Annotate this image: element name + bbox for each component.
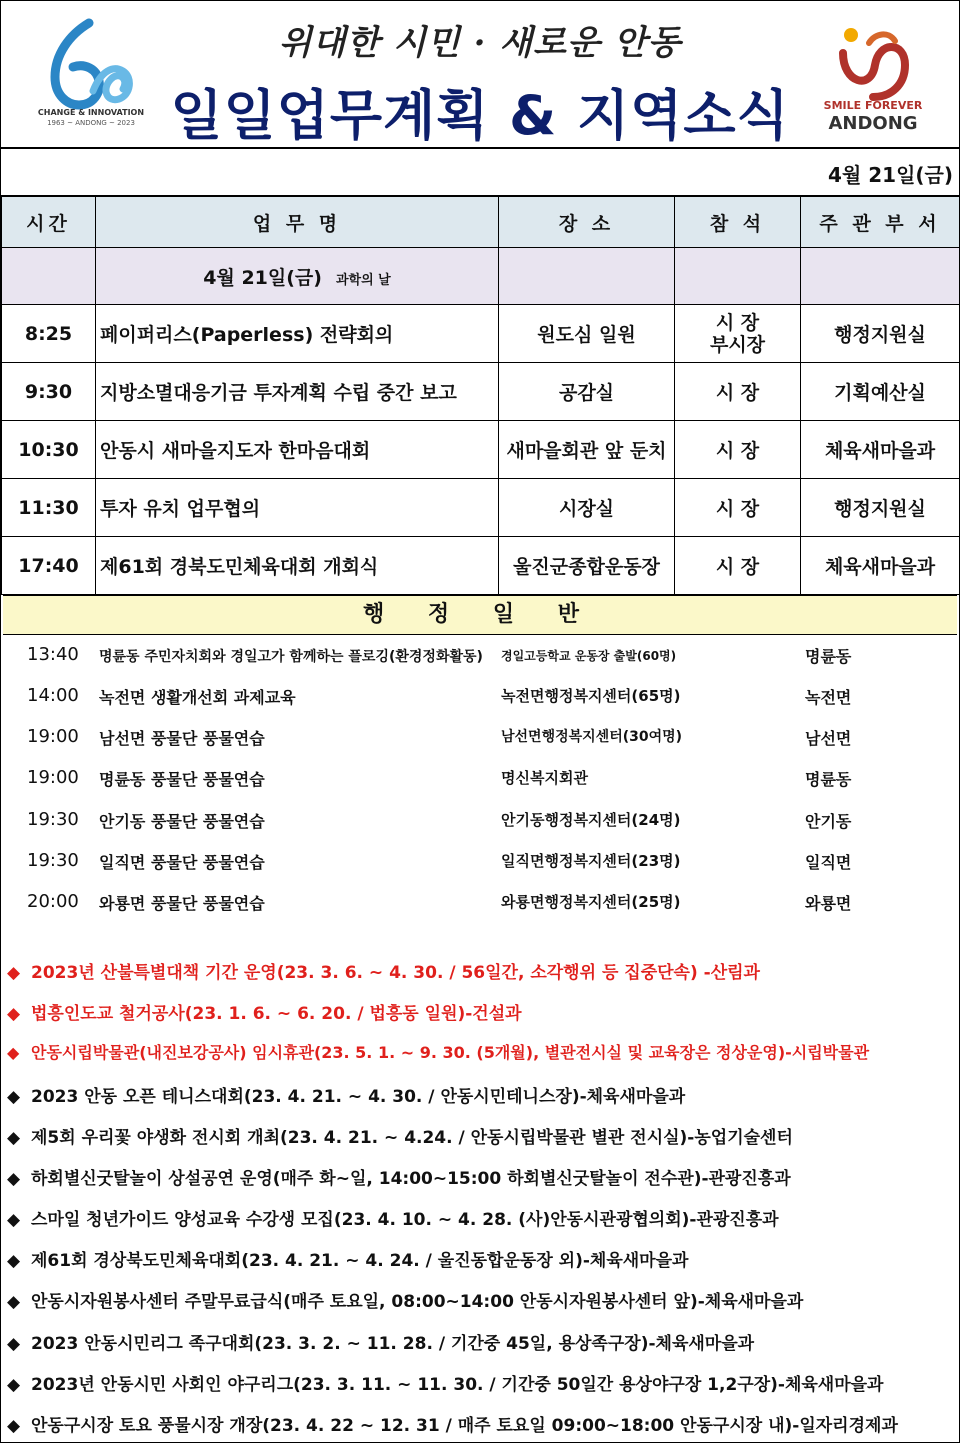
header-dept: 주 관 부 서 bbox=[801, 197, 960, 248]
notice-text: 안동시립박물관(내진보강공사) 임시휴관(23. 5. 1. ~ 9. 30. (5개월), 별관전시실 및 교육장은 정상운영)-시립박물관 bbox=[31, 1043, 870, 1062]
admin-place: 경일고등학교 운동장 출발(60명) bbox=[501, 649, 677, 663]
svg-text:CHANGE & INNOVATION: CHANGE & INNOVATION bbox=[37, 108, 145, 117]
admin-name: 와룡면 풍물단 풍물연습 bbox=[99, 894, 265, 913]
diamond-bullet-icon: ◆ bbox=[7, 1169, 21, 1189]
row-task: 지방소멸대응기금 투자계획 수립 중간 보고 bbox=[96, 363, 499, 421]
notice-item bbox=[7, 1329, 957, 1354]
slogan: 위대한 시민 · 새로운 안동 bbox=[278, 23, 682, 63]
svg-text:1963 ~ ANDONG ~ 2023: 1963 ~ ANDONG ~ 2023 bbox=[47, 119, 135, 127]
notice-item bbox=[7, 1123, 957, 1148]
notice-text: 제61회 경상북도민체육대회(23. 4. 21. ~ 4. 24. / 울진동합운동장 외)-체육새마을과 bbox=[31, 1251, 689, 1271]
diamond-bullet-icon: ◆ bbox=[7, 1087, 21, 1107]
row-place: 시장실 bbox=[499, 479, 675, 537]
admin-item bbox=[1, 726, 959, 756]
row-place: 원도심 일원 bbox=[499, 305, 675, 363]
row-time: 11:30 bbox=[2, 479, 96, 537]
notice-item bbox=[7, 1287, 957, 1312]
diamond-bullet-icon: ◆ bbox=[7, 1128, 21, 1148]
admin-time: 13:40 bbox=[27, 644, 79, 665]
day-note: 과학의 날 bbox=[335, 272, 391, 288]
admin-place: 녹전면행정복지센터(65명) bbox=[501, 687, 681, 705]
diamond-bullet-icon: ◆ bbox=[7, 1416, 21, 1436]
notice-item bbox=[7, 1246, 957, 1271]
schedule-table bbox=[1, 196, 960, 595]
notice-text: 안동시자원봉사센터 주말무료급식(매주 토요일, 08:00~14:00 안동시자원봉사센터 앞)-체육새마을과 bbox=[31, 1292, 804, 1312]
admin-place: 일직면행정복지센터(23명) bbox=[501, 852, 681, 870]
notice-item bbox=[7, 1370, 957, 1395]
admin-name: 녹전면 생활개선회 과제교육 bbox=[99, 688, 296, 707]
row-attend bbox=[675, 305, 801, 363]
notice-item bbox=[7, 1411, 957, 1436]
header-task: 업 무 명 bbox=[96, 197, 499, 248]
row-place: 새마을회관 앞 둔치 bbox=[499, 421, 675, 479]
row-attend: 시 장 bbox=[675, 479, 801, 537]
admin-name: 일직면 풍물단 풍물연습 bbox=[99, 853, 265, 872]
admin-dept: 일직면 bbox=[805, 853, 852, 872]
table-row bbox=[2, 363, 960, 421]
diamond-bullet-icon: ◆ bbox=[7, 1251, 21, 1271]
notice-text: 2023년 안동시민 사회인 야구리그(23. 3. 11. ~ 11. 30. / 기간중 50일간 용상야구장 1,2구장)-체육새마을과 bbox=[31, 1375, 884, 1395]
admin-dept: 녹전면 bbox=[805, 688, 852, 707]
admin-item bbox=[1, 767, 959, 797]
admin-time: 19:30 bbox=[27, 809, 79, 830]
notice-text: 2023 안동시민리그 족구대회(23. 3. 2. ~ 11. 28. / 기간중 45일, 용상족구장)-체육새마을과 bbox=[31, 1334, 755, 1354]
row-task: 투자 유치 업무협의 bbox=[96, 479, 499, 537]
notice-text: 법흥인도교 철거공사(23. 1. 6. ~ 6. 20. / 법흥동 일원)-건설과 bbox=[31, 1004, 522, 1024]
admin-dept: 남선면 bbox=[805, 729, 852, 748]
admin-time: 14:00 bbox=[27, 685, 79, 706]
header-time: 시간 bbox=[2, 197, 96, 248]
notice-item bbox=[7, 1082, 957, 1107]
svg-text:ANDONG: ANDONG bbox=[828, 113, 918, 134]
admin-item bbox=[1, 850, 959, 880]
notice-item bbox=[7, 1205, 957, 1230]
row-time: 10:30 bbox=[2, 421, 96, 479]
notice-text: 안동구시장 토요 풍물시장 개장(23. 4. 22 ~ 12. 31 / 매주 토요일 09:00~18:00 안동구시장 내)-일자리경제과 bbox=[31, 1416, 898, 1436]
admin-name: 남선면 풍물단 풍물연습 bbox=[99, 729, 265, 748]
row-dept: 체육새마을과 bbox=[801, 421, 960, 479]
notice-text: 스마일 청년가이드 양성교육 수강생 모집(23. 4. 10. ~ 4. 28. (사)안동시관광협의회)-관광진흥과 bbox=[31, 1210, 779, 1230]
row-attend: 시 장 bbox=[675, 537, 801, 595]
notice-text: 2023년 산불특별대책 기간 운영(23. 3. 6. ~ 4. 30. / 56일간, 소각행위 등 집중단속) -산림과 bbox=[31, 963, 760, 983]
row-place: 공감실 bbox=[499, 363, 675, 421]
day-row bbox=[2, 248, 960, 305]
row-place: 울진군종합운동장 bbox=[499, 537, 675, 595]
row-dept: 기획예산실 bbox=[801, 363, 960, 421]
row-dept: 행정지원실 bbox=[801, 479, 960, 537]
notice-text: 2023 안동 오픈 테니스대회(23. 4. 21. ~ 4. 30. / 안동시민테니스장)-체육새마을과 bbox=[31, 1087, 686, 1107]
admin-name: 안기동 풍물단 풍물연습 bbox=[99, 812, 265, 831]
admin-time: 19:00 bbox=[27, 767, 79, 788]
row-task: 제61회 경북도민체육대회 개회식 bbox=[96, 537, 499, 595]
diamond-bullet-icon: ◆ bbox=[7, 1043, 20, 1062]
diamond-bullet-icon: ◆ bbox=[7, 1292, 21, 1312]
admin-dept: 명륜동 bbox=[805, 770, 852, 789]
admin-item bbox=[1, 809, 959, 839]
row-time: 8:25 bbox=[2, 305, 96, 363]
diamond-bullet-icon: ◆ bbox=[7, 1210, 21, 1230]
table-row bbox=[2, 479, 960, 537]
diamond-bullet-icon: ◆ bbox=[7, 1004, 21, 1024]
report-date: 4월 21일(금) bbox=[828, 163, 953, 187]
admin-place: 명신복지회관 bbox=[501, 769, 588, 787]
diamond-bullet-icon: ◆ bbox=[7, 1375, 21, 1395]
notice-text: 하회별신굿탈놀이 상설공연 운영(매주 화~일, 14:00~15:00 하회별신굿탈놀이 전수관)-관광진흥과 bbox=[31, 1169, 791, 1189]
notice-text: 제5회 우리꽃 야생화 전시회 개최(23. 4. 21. ~ 4.24. / 안동시립박물관 별관 전시실)-농업기술센터 bbox=[31, 1128, 793, 1148]
admin-time: 19:30 bbox=[27, 850, 79, 871]
header-attend: 참 석 bbox=[675, 197, 801, 248]
day-date: 4월 21일(금) bbox=[203, 266, 322, 289]
admin-time: 20:00 bbox=[27, 891, 79, 912]
header-place: 장 소 bbox=[499, 197, 675, 248]
table-row bbox=[2, 537, 960, 595]
table-row bbox=[2, 305, 960, 363]
admin-place: 와룡면행정복지센터(25명) bbox=[501, 893, 681, 911]
row-time: 17:40 bbox=[2, 537, 96, 595]
row-attend: 시 장 bbox=[675, 421, 801, 479]
page-title: 일일업무계획 & 지역소식 bbox=[170, 84, 790, 147]
row-attend: 시 장 bbox=[675, 363, 801, 421]
smile-andong-logo bbox=[813, 13, 933, 137]
admin-section-title: 행 정 일 반 bbox=[3, 595, 957, 635]
notice-item bbox=[7, 958, 957, 983]
admin-name: 명륜동 풍물단 풍물연습 bbox=[99, 770, 265, 789]
notice-item bbox=[7, 1164, 957, 1189]
diamond-bullet-icon: ◆ bbox=[7, 963, 21, 983]
admin-dept: 안기동 bbox=[805, 812, 852, 831]
table-header-row bbox=[2, 197, 960, 248]
admin-dept: 와룡면 bbox=[805, 894, 852, 913]
admin-place: 남선면행정복지센터(30여명) bbox=[501, 729, 683, 745]
header bbox=[1, 1, 959, 149]
admin-dept: 명륜동 bbox=[805, 647, 852, 666]
row-task: 페이퍼리스(Paperless) 전략회의 bbox=[96, 305, 499, 363]
notice-item bbox=[7, 999, 957, 1024]
attend-2: 부시장 bbox=[709, 333, 766, 356]
admin-name: 명륜동 주민자치회와 경일고가 함께하는 플로깅(환경정화활동) bbox=[99, 649, 483, 665]
day-cell bbox=[96, 248, 499, 305]
diamond-bullet-icon: ◆ bbox=[7, 1334, 21, 1354]
row-dept: 체육새마을과 bbox=[801, 537, 960, 595]
row-dept: 행정지원실 bbox=[801, 305, 960, 363]
admin-item bbox=[1, 891, 959, 921]
admin-time: 19:00 bbox=[27, 726, 79, 747]
row-task: 안동시 새마을지도자 한마음대회 bbox=[96, 421, 499, 479]
admin-item bbox=[1, 644, 959, 674]
notice-item bbox=[7, 1040, 957, 1063]
table-row bbox=[2, 421, 960, 479]
svg-text:SMILE FOREVER: SMILE FOREVER bbox=[823, 99, 923, 112]
admin-item bbox=[1, 685, 959, 715]
admin-place: 안기동행정복지센터(24명) bbox=[501, 811, 681, 829]
date-bar bbox=[1, 149, 959, 197]
attend-1: 시 장 bbox=[715, 311, 760, 334]
row-time: 9:30 bbox=[2, 363, 96, 421]
